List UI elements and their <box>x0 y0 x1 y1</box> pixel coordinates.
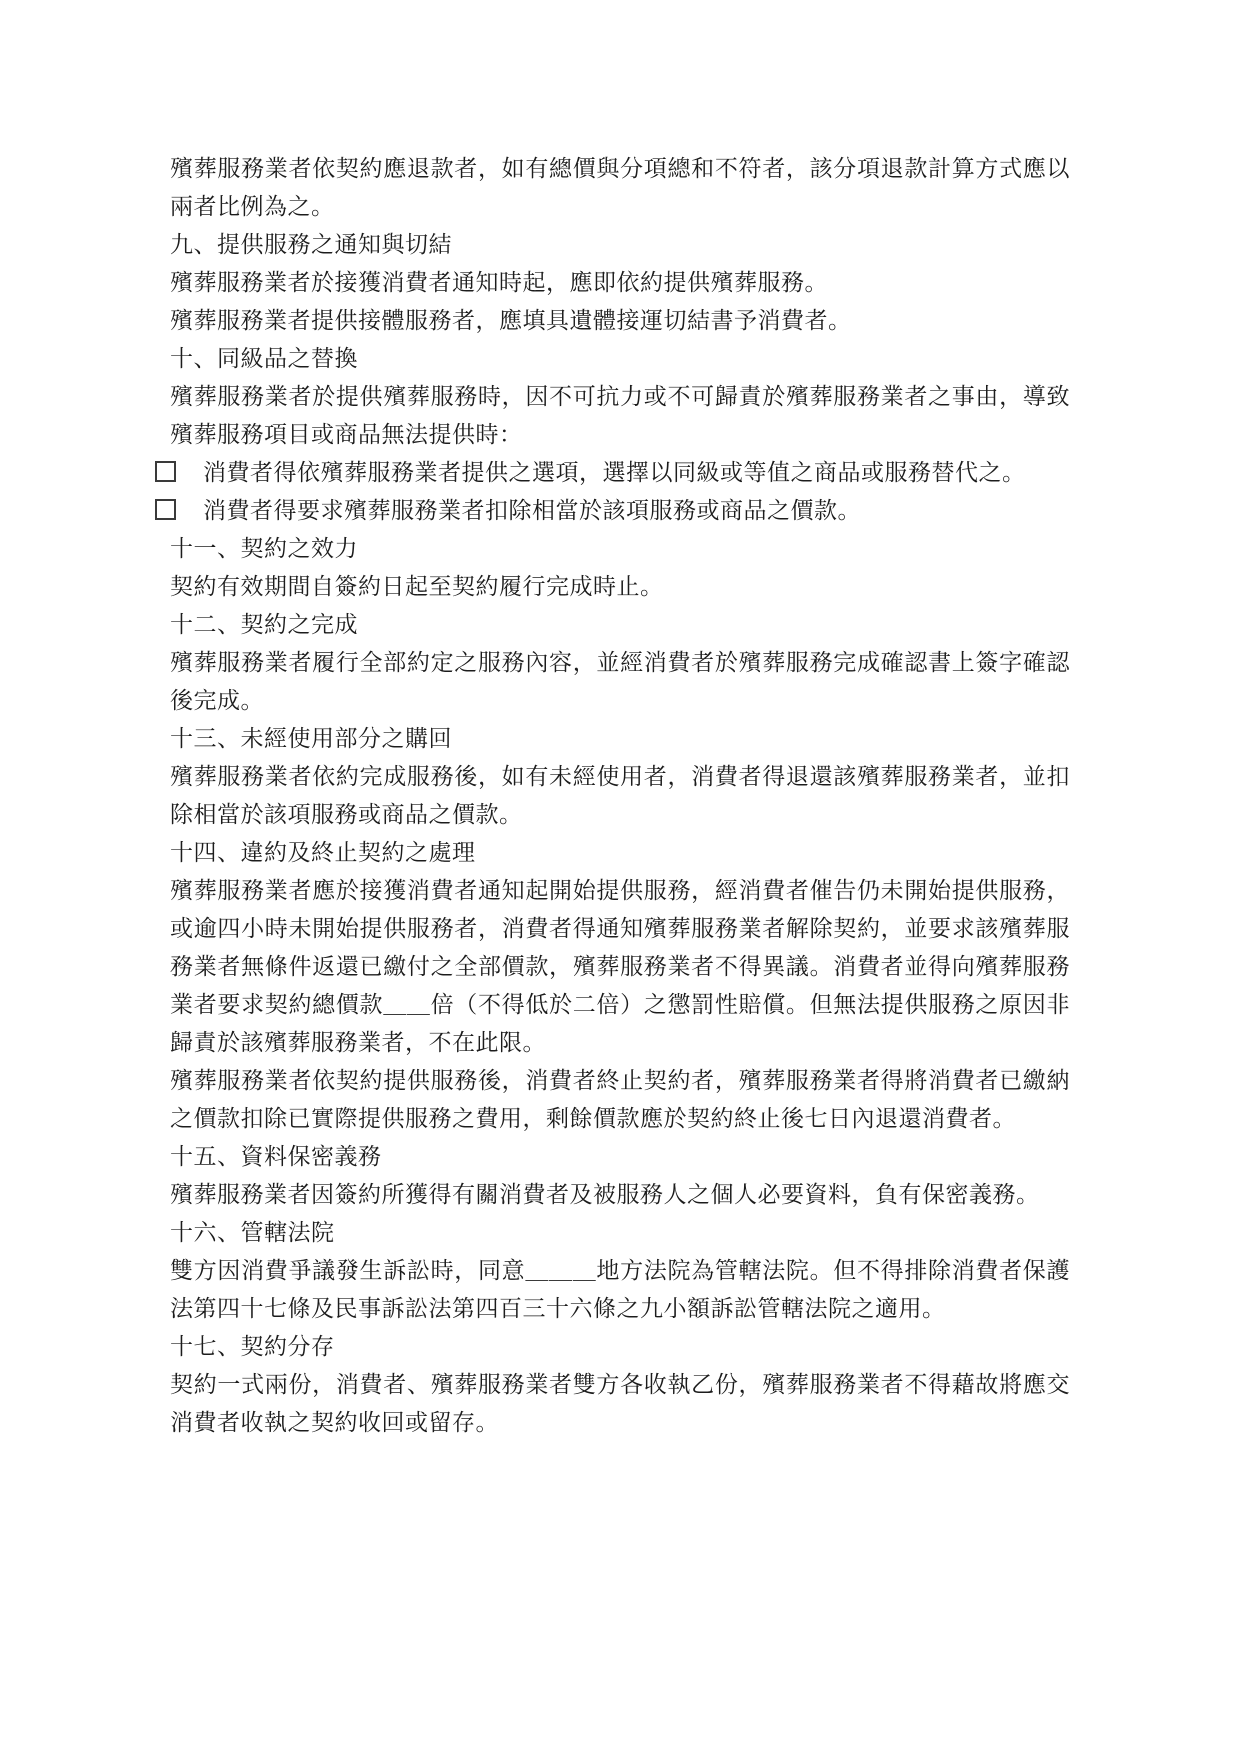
clause-11-heading <box>170 530 1070 568</box>
clause-17-number: 十七、 <box>170 1334 241 1360</box>
clause-9-title: 提供服務之通知與切結 <box>217 232 452 258</box>
clause-9-paragraph-2: 殯葬服務業者提供接體服務者，應填具遺體接運切結書予消費者。 <box>170 308 852 334</box>
clause-12-title: 契約之完成 <box>240 612 358 638</box>
clause-13-heading <box>170 720 1070 758</box>
substitute-option-row-2 <box>170 492 1070 530</box>
clause-15-title: 資料保密義務 <box>240 1144 382 1170</box>
clause-11-title: 契約之效力 <box>240 536 358 562</box>
clause-14-paragraph-1: 殯葬服務業者應於接獲消費者通知起開始提供服務，經消費者催告仍未開始提供服務，或逾四小時未開始提供服務者，消費者得通知殯葬服務業者解除契約，並要求該殯葬服務業者無條件返還已繳付之全部價款，殯葬服務業者不得異議。消費者並得向殯葬服務業者要求契約總價款＿＿倍（不得低於二倍）之懲罰性賠償。但無法提供服務之原因非歸責於該殯葬服務業者，不在此限。 <box>170 878 1070 1056</box>
clause-13-paragraph-1: 殯葬服務業者依約完成服務後，如有未經使用者，消費者得退還該殯葬服務業者，並扣除相當於該項服務或商品之價款。 <box>170 764 1070 828</box>
clause-9-paragraph-1: 殯葬服務業者於接獲消費者通知時起，應即依約提供殯葬服務。 <box>170 270 828 296</box>
substitute-option-label-1: 消費者得依殯葬服務業者提供之選項，選擇以同級或等值之商品或服務替代之。 <box>203 460 1026 486</box>
clause-12-paragraph-1: 殯葬服務業者履行全部約定之服務內容，並經消費者於殯葬服務完成確認書上簽字確認後完成。 <box>170 650 1070 714</box>
substitute-option-row-1 <box>170 454 1070 492</box>
clause-10-paragraph-1: 殯葬服務業者於提供殯葬服務時，因不可抗力或不可歸責於殯葬服務業者之事由，導致殯葬服務項目或商品無法提供時： <box>170 384 1070 448</box>
clause-17-title: 契約分存 <box>240 1334 335 1360</box>
substitute-option-checkbox-1[interactable] <box>155 461 176 482</box>
clause-10-title: 同級品之替換 <box>217 346 358 372</box>
clause-17-paragraph-1: 契約一式兩份，消費者、殯葬服務業者雙方各收執乙份，殯葬服務業者不得藉故將應交消費者收執之契約收回或留存。 <box>170 1372 1070 1436</box>
clause-11-number: 十一、 <box>170 536 241 562</box>
clause-14-paragraph-2: 殯葬服務業者依契約提供服務後，消費者終止契約者，殯葬服務業者得將消費者已繳納之價款扣除已實際提供服務之費用，剩餘價款應於契約終止後七日內退還消費者。 <box>170 1068 1070 1132</box>
clause-16-paragraph-1: 雙方因消費爭議發生訴訟時，同意＿＿＿地方法院為管轄法院。但不得排除消費者保護法第四十七條及民事訴訟法第四百三十六條之九小額訴訟管轄法院之適用。 <box>170 1258 1070 1322</box>
substitute-option-label-2: 消費者得要求殯葬服務業者扣除相當於該項服務或商品之價款。 <box>203 498 861 524</box>
clause-11-paragraph-1: 契約有效期間自簽約日起至契約履行完成時止。 <box>170 574 664 600</box>
clause-16-title: 管轄法院 <box>240 1220 335 1246</box>
clause-9-number: 九、 <box>170 232 217 258</box>
clause-12-heading <box>170 606 1070 644</box>
clause-14-title: 違約及終止契約之處理 <box>240 840 476 866</box>
clause-12-number: 十二、 <box>170 612 241 638</box>
clause-10-number: 十、 <box>170 346 217 372</box>
clause-9-heading <box>170 226 1070 264</box>
clause-10-heading <box>170 340 1070 378</box>
clause-15-paragraph-1: 殯葬服務業者因簽約所獲得有關消費者及被服務人之個人必要資料，負有保密義務。 <box>170 1182 1040 1208</box>
clause-15-number: 十五、 <box>170 1144 241 1170</box>
clause-14-heading <box>170 834 1070 872</box>
clause-16-number: 十六、 <box>170 1220 241 1246</box>
substitute-option-checkbox-2[interactable] <box>155 499 176 520</box>
clause-16-heading <box>170 1214 1070 1252</box>
refund-calculation-paragraph: 殯葬服務業者依契約應退款者，如有總價與分項總和不符者，該分項退款計算方式應以兩者比例為之。 <box>170 156 1070 220</box>
clause-17-heading <box>170 1328 1070 1366</box>
clause-13-title: 未經使用部分之購回 <box>240 726 452 752</box>
contract-text-block <box>170 150 1070 1442</box>
clause-14-number: 十四、 <box>170 840 241 866</box>
clause-13-number: 十三、 <box>170 726 241 752</box>
clause-15-heading <box>170 1138 1070 1176</box>
